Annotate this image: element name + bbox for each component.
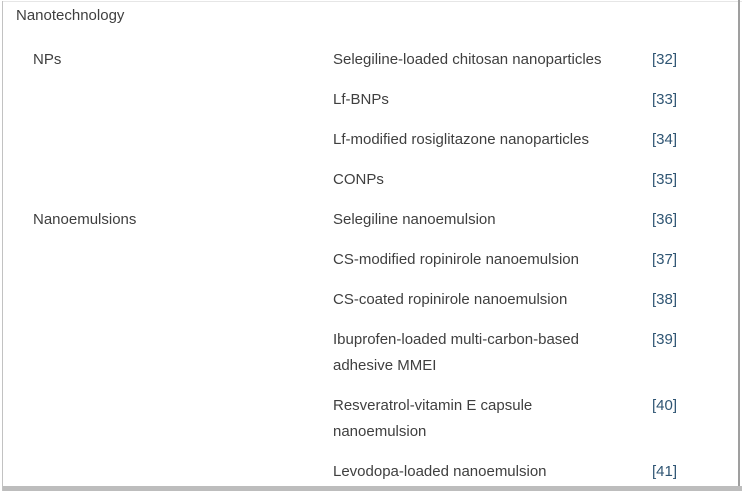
formulation-cell: CS-coated ropinirole nanoemulsion bbox=[333, 291, 568, 308]
reference-link[interactable]: [35] bbox=[652, 171, 678, 188]
table-row bbox=[3, 84, 733, 124]
category-cell bbox=[3, 124, 333, 164]
reference-cell bbox=[652, 44, 733, 84]
formulation-cell: Lf-modified rosiglitazone nanoparticles bbox=[333, 131, 589, 148]
category-cell bbox=[3, 390, 333, 456]
reference-link[interactable]: [36] bbox=[652, 211, 678, 228]
category-cell: Nanoemulsions bbox=[33, 211, 137, 228]
category-cell bbox=[3, 244, 333, 284]
reference-link[interactable]: [41] bbox=[652, 463, 678, 480]
table-row bbox=[3, 244, 733, 284]
table-left-border bbox=[2, 1, 3, 491]
reference-cell bbox=[652, 164, 733, 204]
table-row bbox=[3, 124, 733, 164]
reference-cell bbox=[652, 244, 733, 284]
table-top-border bbox=[2, 1, 742, 2]
category-cell bbox=[3, 324, 333, 390]
formulation-cell: Resveratrol-vitamin E capsule nanoemulsion bbox=[333, 397, 533, 440]
formulation-cell: Ibuprofen-loaded multi-carbon-based adhesive MMEI bbox=[333, 331, 579, 374]
table-row bbox=[3, 324, 733, 390]
vertical-scrollbar[interactable] bbox=[738, 0, 740, 486]
reference-link[interactable]: [39] bbox=[652, 331, 678, 348]
section-header-row bbox=[3, 2, 733, 44]
reference-link[interactable]: [32] bbox=[652, 51, 678, 68]
category-cell bbox=[3, 164, 333, 204]
table-row bbox=[3, 44, 733, 84]
table-row bbox=[3, 390, 733, 456]
formulation-cell: Selegiline-loaded chitosan nanoparticles bbox=[333, 51, 602, 68]
reference-cell bbox=[652, 124, 733, 164]
reference-link[interactable]: [34] bbox=[652, 131, 678, 148]
formulation-cell: Lf-BNPs bbox=[333, 91, 389, 108]
table-row bbox=[3, 204, 733, 244]
category-cell bbox=[3, 284, 333, 324]
nanotechnology-formulations-table bbox=[3, 2, 733, 491]
reference-link[interactable]: [37] bbox=[652, 251, 678, 268]
formulation-cell: Levodopa-loaded nanoemulsion bbox=[333, 463, 547, 480]
reference-link[interactable]: [33] bbox=[652, 91, 678, 108]
reference-cell bbox=[652, 84, 733, 124]
table-row bbox=[3, 164, 733, 204]
reference-cell bbox=[652, 284, 733, 324]
formulation-cell: CS-modified ropinirole nanoemulsion bbox=[333, 251, 579, 268]
formulation-cell: CONPs bbox=[333, 171, 384, 188]
category-cell: NPs bbox=[33, 51, 62, 68]
formulation-cell: Selegiline nanoemulsion bbox=[333, 211, 496, 228]
reference-link[interactable]: [40] bbox=[652, 397, 678, 414]
reference-link[interactable]: [38] bbox=[652, 291, 678, 308]
table-row bbox=[3, 284, 733, 324]
section-header: Nanotechnology bbox=[16, 7, 125, 24]
reference-cell bbox=[652, 204, 733, 244]
reference-cell bbox=[652, 324, 733, 390]
horizontal-scrollbar[interactable] bbox=[3, 486, 742, 491]
category-cell bbox=[3, 84, 333, 124]
reference-cell bbox=[652, 390, 733, 456]
